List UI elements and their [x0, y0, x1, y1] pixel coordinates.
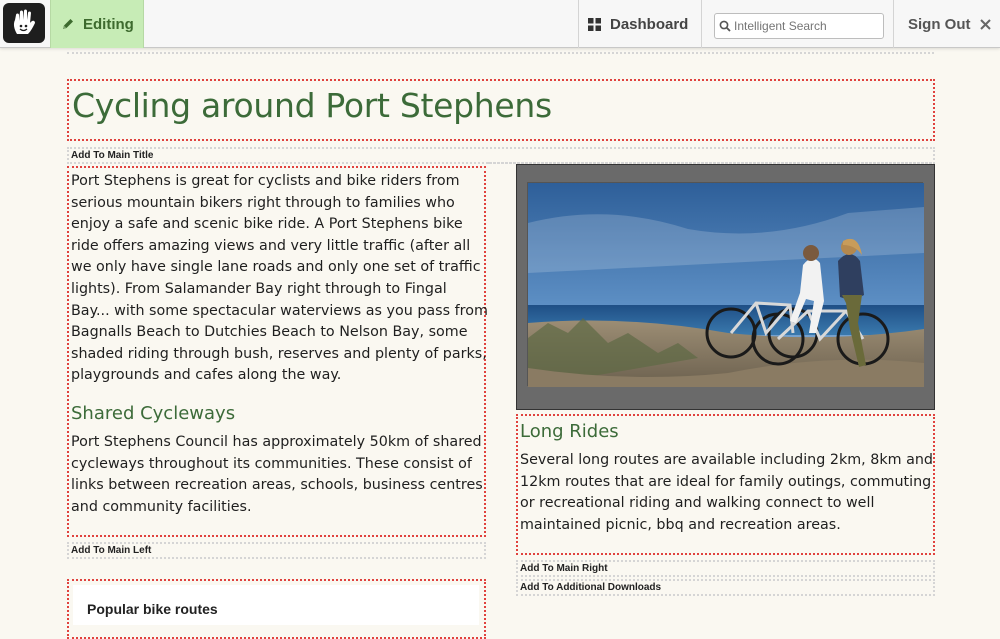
intro-line: we only have single lane roads and only one set of traffic [71, 259, 481, 276]
shared-cycleways-paragraph [71, 432, 483, 518]
sign-out-label: Sign Out [908, 15, 971, 33]
search-icon [719, 20, 731, 32]
hand-logo-icon [8, 7, 40, 39]
cyclists-beach-photo [527, 182, 923, 386]
long-rides-line: 12km routes that are ideal for family outings, commuting [520, 473, 932, 490]
cycleways-line: cycleways throughout its communities. These consist of [71, 455, 472, 472]
intro-line: shaded riding through bush, reserves and plenty of parks, [71, 345, 487, 362]
cycleways-line: links between recreation areas, schools, business centres [71, 477, 483, 494]
add-to-main-right[interactable]: Add To Main Right [516, 560, 935, 577]
long-rides-line: maintained picnic, bbq and recreation areas. [520, 516, 841, 533]
photo-block[interactable] [516, 164, 935, 410]
add-to-main-title[interactable]: Add To Main Title [67, 147, 935, 164]
concrete5-logo[interactable] [3, 3, 45, 43]
shared-cycleways-heading: Shared Cycleways [71, 403, 236, 424]
add-to-main-left[interactable]: Add To Main Left [67, 542, 486, 559]
edit-toolbar [0, 0, 1000, 48]
editing-button[interactable] [50, 0, 144, 48]
main-title-block[interactable] [67, 79, 935, 141]
intro-line: playgrounds and cafes along the way. [71, 367, 342, 384]
main-right-content-block[interactable] [516, 414, 935, 555]
popular-bike-routes-block[interactable] [67, 579, 486, 639]
intro-line: serious mountain bikers right through to families who [71, 194, 455, 211]
search-box[interactable] [714, 13, 884, 39]
header-area-divider [67, 52, 934, 54]
intro-line: Port Stephens is great for cyclists and bike riders from [71, 173, 460, 189]
editing-label: Editing [83, 15, 134, 33]
long-rides-line: Several long routes are available including 2km, 8km and [520, 452, 933, 468]
long-rides-paragraph [520, 450, 933, 536]
main-left-content-block[interactable] [67, 166, 486, 537]
intro-line: ride offers amazing views and very little traffic (after all [71, 237, 471, 254]
page-title: Cycling around Port Stephens [72, 86, 552, 125]
search-input[interactable] [734, 19, 882, 33]
grid-icon [588, 18, 601, 31]
popular-bike-routes-panel [73, 585, 479, 625]
dashboard-button[interactable] [578, 0, 702, 48]
popular-bike-routes-title: Popular bike routes [87, 601, 218, 617]
close-icon [980, 19, 991, 30]
long-rides-heading: Long Rides [520, 421, 619, 442]
add-to-additional-downloads[interactable]: Add To Additional Downloads [516, 579, 935, 596]
intro-paragraph [71, 171, 488, 387]
pencil-icon [61, 17, 75, 31]
intro-line: lights). From Salamander Bay right through to Fingal [71, 280, 447, 297]
dashboard-label: Dashboard [610, 15, 689, 33]
intro-line: Bagnalls Beach to Dutchies Beach to Nelson Bay, some [71, 324, 468, 341]
long-rides-line: or recreational riding and walking connect to well [520, 495, 875, 512]
intro-line: enjoy a safe and scenic bike ride. A Port Stephens bike [71, 216, 463, 233]
cycleways-line: Port Stephens Council has approximately 50km of shared [71, 434, 482, 450]
cycleways-line: and community facilities. [71, 498, 252, 515]
sign-out-button[interactable] [893, 0, 1000, 48]
cycling-couple-image [528, 183, 924, 387]
intro-line: Bay... with some spectacular waterviews as you pass from [71, 302, 488, 319]
